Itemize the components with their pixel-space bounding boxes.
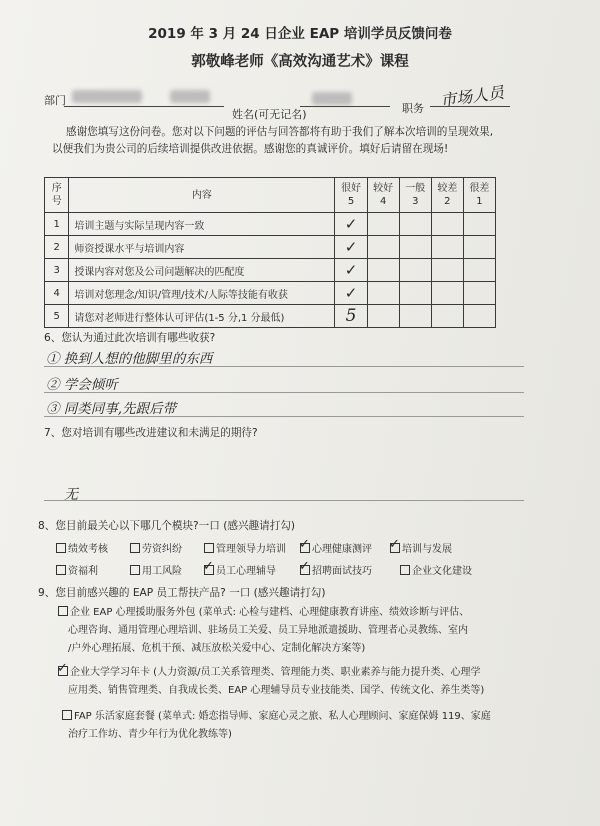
q8-option[interactable]: 企业文化建设 (400, 562, 472, 577)
q8-option[interactable]: 劳资纠纷 (130, 540, 182, 555)
check-mark-icon[interactable]: ✓ (344, 215, 358, 233)
q8-option[interactable]: 管理领导力培训 (204, 540, 286, 555)
evaluation-table: 序 号 内容 很好 5 较好 4 一般 3 较差 2 很差 1 1 培训主题与实际呈现内容一致 ✓ 2 师资授课水平与培训内容 ✓ 3 授课内容对您及公司问题解决的匹配度 ✓ 4 培训对您理念/知识/管理/技术/人际等技能有收获 ✓ 5 请您对老师进行整体认可评估(1-5 分,1 分最低) 5 (44, 177, 496, 328)
q9-package-1: 企业 EAP 心理援助服务外包 (菜单式: 心检与建档、心理健康教育讲座、绩效诊断与评估、 心理咨询、通用管理心理培训、驻场员工关爱、员工异地派遣援助、管理者心灵教练、室内 /户外心理拓展、危机干预、减压放松关爱中心、定制化解决方案等) (58, 604, 538, 658)
check-mark-icon[interactable]: ✓ (344, 261, 358, 279)
redacted-department (72, 90, 142, 103)
redacted-name (312, 92, 352, 105)
position-value: 市场人员 (439, 82, 506, 111)
q8-option[interactable]: 资福利 (56, 562, 98, 577)
check-mark-icon: ✓ (389, 537, 400, 552)
score-value[interactable]: 5 (345, 306, 357, 326)
q8-option[interactable]: 绩效考核 (56, 540, 108, 555)
redacted-department-2 (170, 90, 210, 103)
check-mark-icon[interactable]: ✓ (344, 238, 358, 256)
question-6: 6、您认为通过此次培训有哪些收获? (44, 332, 216, 344)
question-8: 8、您目前最关心以下哪几个模块?一口 (感兴趣请打勾) (38, 520, 296, 532)
table-row: 3 授课内容对您及公司问题解决的匹配度 ✓ (45, 259, 496, 282)
department-label: 部门 (44, 94, 66, 107)
course-title: 郭敬峰老师《高效沟通艺术》课程 (191, 54, 409, 70)
check-mark-icon: ✓ (203, 559, 214, 574)
intro-text: 感谢您填写这份问卷。您对以下问题的评估与回答都将有助于我们了解本次培训的呈现效果, 以便我们为贵公司的后续培训提供改进依据。感谢您的真诚评价。填好后请留在现场! (52, 126, 494, 155)
question-7: 7、您对培训有哪些改进建议和未满足的期待? (44, 427, 258, 439)
check-mark-icon[interactable]: ✓ (344, 284, 358, 302)
table-row: 2 师资授课水平与培训内容 ✓ (45, 236, 496, 259)
col-no: 序 号 (45, 178, 69, 213)
q7-answer: 无 (64, 487, 78, 503)
position-label: 职务 (402, 102, 424, 115)
q8-option-checked[interactable]: ✓ 招聘面试技巧 (299, 559, 372, 577)
survey-title: 2019 年 3 月 24 日企业 EAP 培训学员反馈问卷 (148, 26, 452, 42)
check-mark-icon: ✓ (299, 537, 310, 552)
question-9: 9、您目前感兴趣的 EAP 员工帮扶产品? 一口 (感兴趣请打勾) (38, 587, 326, 599)
table-row: 1 培训主题与实际呈现内容一致 ✓ (45, 213, 496, 236)
q8-option-checked[interactable]: ✓ 培训与发展 (389, 537, 452, 555)
q8-option[interactable]: 用工风险 (130, 562, 182, 577)
q9-package-2: ✓ 企业大学学习年卡 (人力资源/员工关系管理类、管理能力类、职业素养与能力提升类、心理学 应用类、销售管理类、自我成长类、EAP 心理辅导员专业技能类、国学、传统文化、养生类等) (57, 661, 485, 696)
q6-answer-2: ② 学会倾听 (46, 377, 118, 393)
check-mark-icon: ✓ (299, 559, 310, 574)
table-row: 5 请您对老师进行整体认可评估(1-5 分,1 分最低) 5 (45, 305, 496, 328)
name-label: 姓名(可无记名) (232, 108, 307, 121)
check-mark-icon: ✓ (57, 661, 68, 676)
col-content: 内容 (69, 178, 335, 213)
q8-option-checked[interactable]: ✓ 心理健康测评 (299, 537, 372, 555)
q9-package-3: FAP 乐活家庭套餐 (菜单式: 婚恋指导师、家庭心灵之旅、私人心理顾问、家庭保姆 119、家庭 治疗工作坊、青少年行为优化教练等) (62, 708, 542, 744)
table-row: 4 培训对您理念/知识/管理/技术/人际等技能有收获 ✓ (45, 282, 496, 305)
q6-answer-1: ① 换到人想的他脚里的东西 (46, 351, 213, 367)
q6-answer-3: ③ 同类同事,先跟后带 (46, 401, 177, 417)
q8-option-checked[interactable]: ✓ 员工心理辅导 (203, 559, 276, 577)
